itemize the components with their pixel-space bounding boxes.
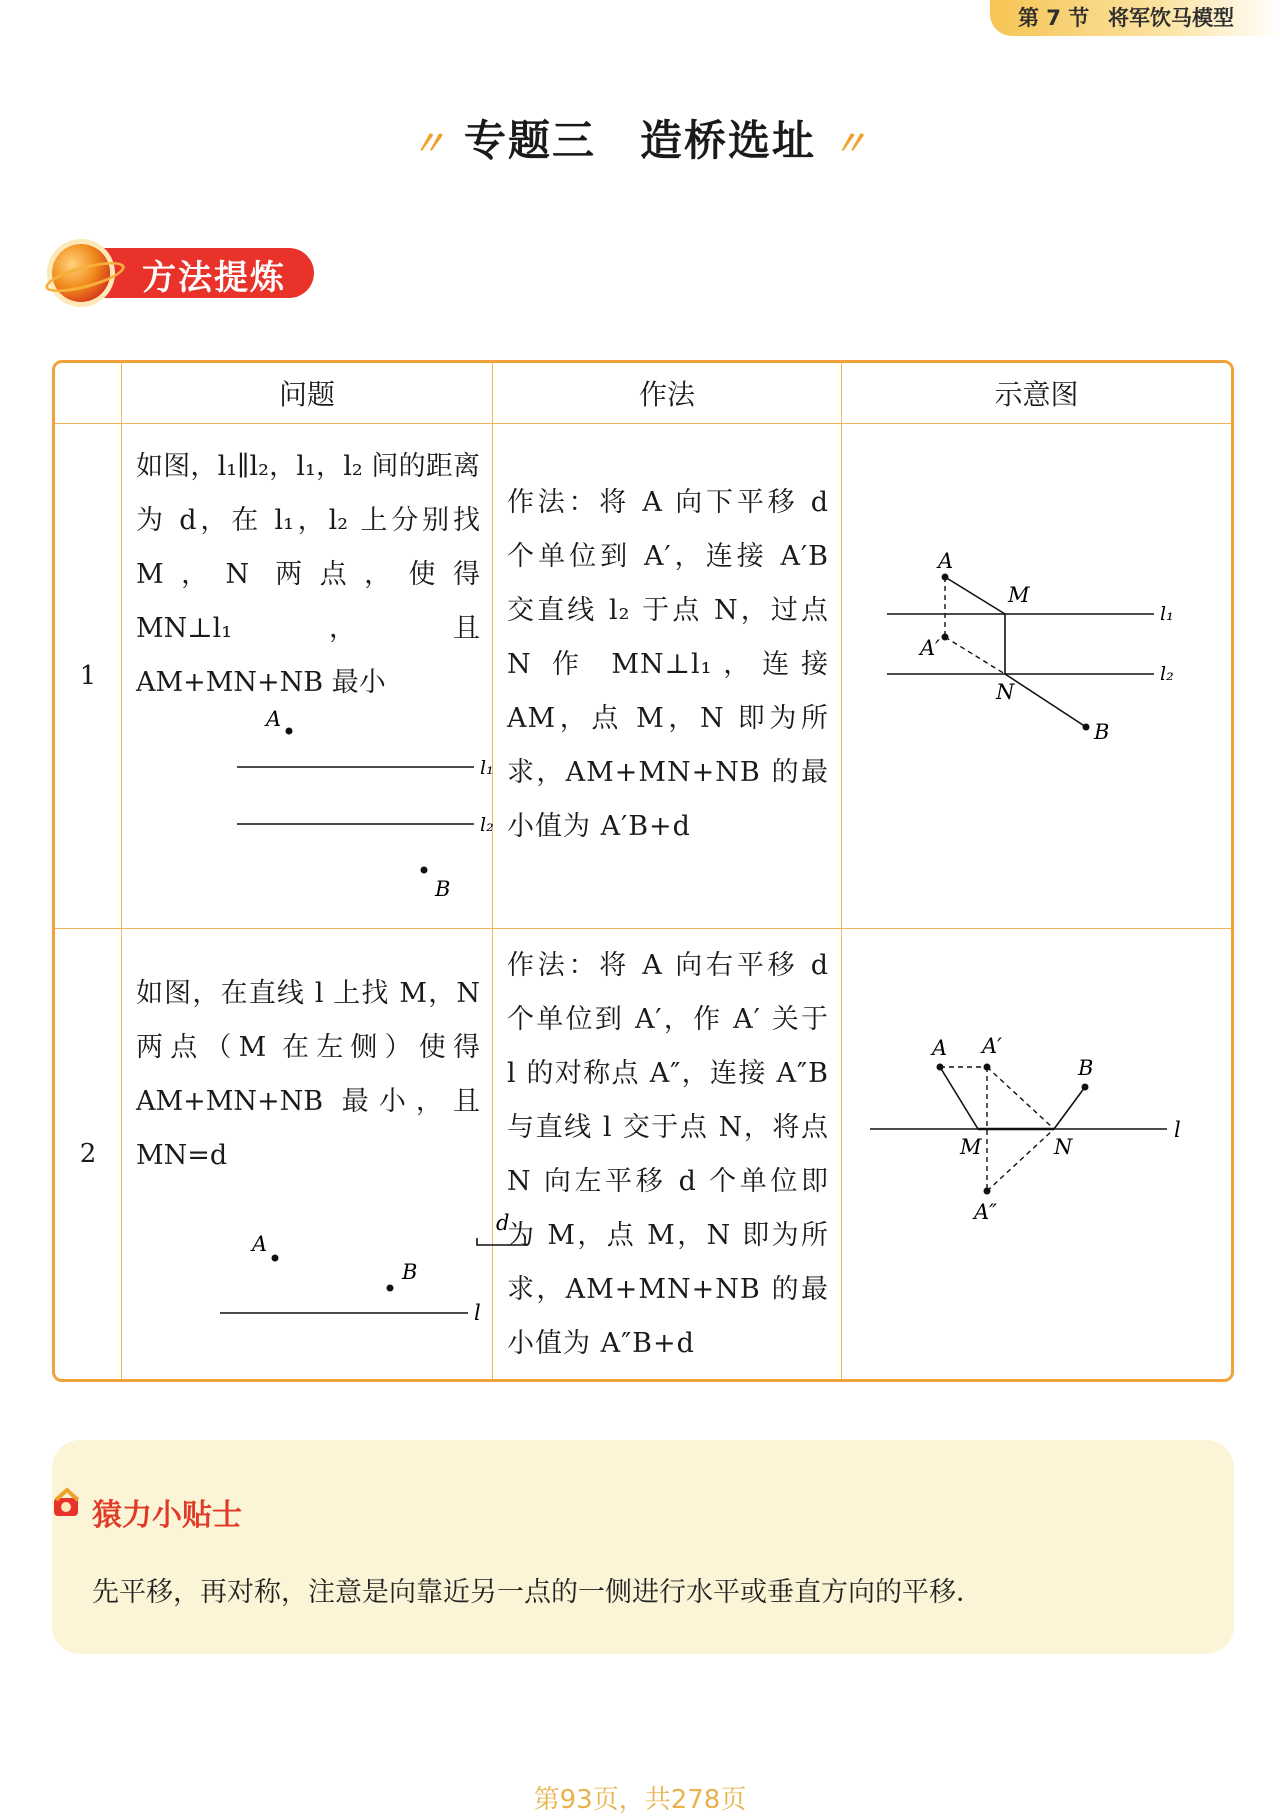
col-method-header: 作法: [493, 363, 842, 424]
label-n: N: [996, 680, 1015, 704]
tip-box: [52, 1440, 1234, 1654]
segment-am: [945, 577, 1005, 614]
point-a-double-prime: [984, 1188, 991, 1195]
problem-cell: [122, 424, 493, 929]
row-number: 2: [55, 929, 122, 1380]
label-l1: l₁: [480, 757, 494, 779]
point-a-prime: [942, 634, 949, 641]
method-table: [52, 360, 1234, 1382]
point-b: [1083, 724, 1090, 731]
label-m: M: [960, 1135, 982, 1159]
page-indicator: 第93页，共278页: [533, 1785, 747, 1815]
label-b: B: [402, 1260, 418, 1284]
chapter-tab: [990, 0, 1280, 36]
label-b: B: [1078, 1056, 1094, 1080]
tip-title: 猿力小贴士: [92, 1498, 242, 1533]
table-header-row: [55, 363, 1231, 424]
method-cell: [493, 929, 842, 1380]
label-a-prime: A′: [920, 636, 940, 660]
segment-am: [940, 1067, 978, 1129]
problem-cell: [122, 929, 510, 1380]
label-a: A: [252, 1232, 268, 1256]
diagram-cell: [842, 929, 1232, 1380]
label-l2: l₂: [1160, 663, 1174, 685]
label-m: M: [1008, 583, 1030, 607]
label-b: B: [1094, 720, 1110, 744]
label-a-double-prime: A″: [974, 1200, 998, 1224]
point-b: [387, 1285, 394, 1292]
label-a: A: [932, 1036, 948, 1060]
title-text: 专题三 造桥选址: [463, 116, 816, 165]
table-row: [55, 929, 1231, 1380]
method-text: 作法：将 A 向下平移 d 个单位到 A′，连接 A′B 交直线 l₂ 于点 N，过点 N 作 MN⊥l₁，连接 AM，点 M，N 即为所求，AM+MN+NB 的最小值为 A′B+d: [507, 487, 829, 842]
tip-body: 先平移，再对称，注意是向靠近另一点的一侧进行水平或垂直方向的平移．: [92, 1577, 983, 1608]
problem-text: 如图，l₁∥l₂，l₁，l₂ 间的距离为 d，在 l₁，l₂ 上分别找 M，N 两点，使得 MN⊥l₁，且 AM+MN+NB 最小: [136, 451, 480, 698]
problem-figure-1: [122, 674, 492, 914]
point-b: [421, 867, 428, 874]
label-d: d: [496, 1211, 510, 1235]
method-cell: [493, 424, 842, 929]
segment-a-prime-n: [945, 637, 1005, 674]
badge-label: 方法提炼: [142, 258, 286, 298]
point-a: [937, 1064, 944, 1071]
label-a: A: [266, 707, 282, 731]
section-badge: [52, 244, 314, 302]
segment-a-prime-n: [987, 1067, 1054, 1129]
label-l1: l₁: [1160, 603, 1174, 625]
problem-figure-2: [122, 1207, 510, 1357]
label-a-prime: A′: [982, 1034, 1002, 1058]
label-b: B: [435, 877, 451, 901]
problem-text: 如图，在直线 l 上找 M，N 两点（M 在左侧）使得 AM+MN+NB 最小，且 MN=d: [136, 978, 480, 1171]
label-a: A: [938, 549, 954, 573]
diagram-figure-1: [842, 549, 1237, 884]
diagram-cell: [842, 424, 1232, 929]
point-a: [272, 1255, 279, 1262]
diagram-figure-2: [842, 1017, 1237, 1247]
col-diagram-header: 示意图: [842, 363, 1232, 424]
col-problem-header: 问题: [122, 363, 493, 424]
label-l2: l₂: [480, 814, 494, 836]
point-a-prime: [984, 1064, 991, 1071]
page-title: [0, 108, 1280, 168]
segment-nb: [1005, 674, 1086, 727]
row-number: 1: [55, 424, 122, 929]
method-text: 作法：将 A 向右平移 d 个单位到 A′，作 A′ 关于 l 的对称点 A″，连接 A″B 与直线 l 交于点 N，将点 N 向左平移 d 个单位即为 M，点 M，N 即为所求，AM+MN+NB 的最小值为 A″B+d: [507, 950, 829, 1359]
segment-nb: [1054, 1087, 1085, 1129]
lightbulb-icon: [52, 1488, 82, 1518]
title-left-deco-icon: 〃: [411, 124, 448, 164]
table-row: [55, 424, 1231, 929]
point-b: [1082, 1084, 1089, 1091]
label-l: l: [1174, 1118, 1181, 1142]
title-right-deco-icon: 〃: [832, 124, 869, 164]
label-l: l: [474, 1301, 481, 1325]
col-index-header: [55, 363, 122, 424]
point-a: [286, 728, 293, 735]
label-n: N: [1054, 1135, 1073, 1159]
chapter-title: 将军饮马模型: [1108, 6, 1234, 30]
point-a: [942, 574, 949, 581]
segment-a-double-n: [987, 1129, 1054, 1191]
section-number: 第 7 节: [1018, 6, 1090, 30]
